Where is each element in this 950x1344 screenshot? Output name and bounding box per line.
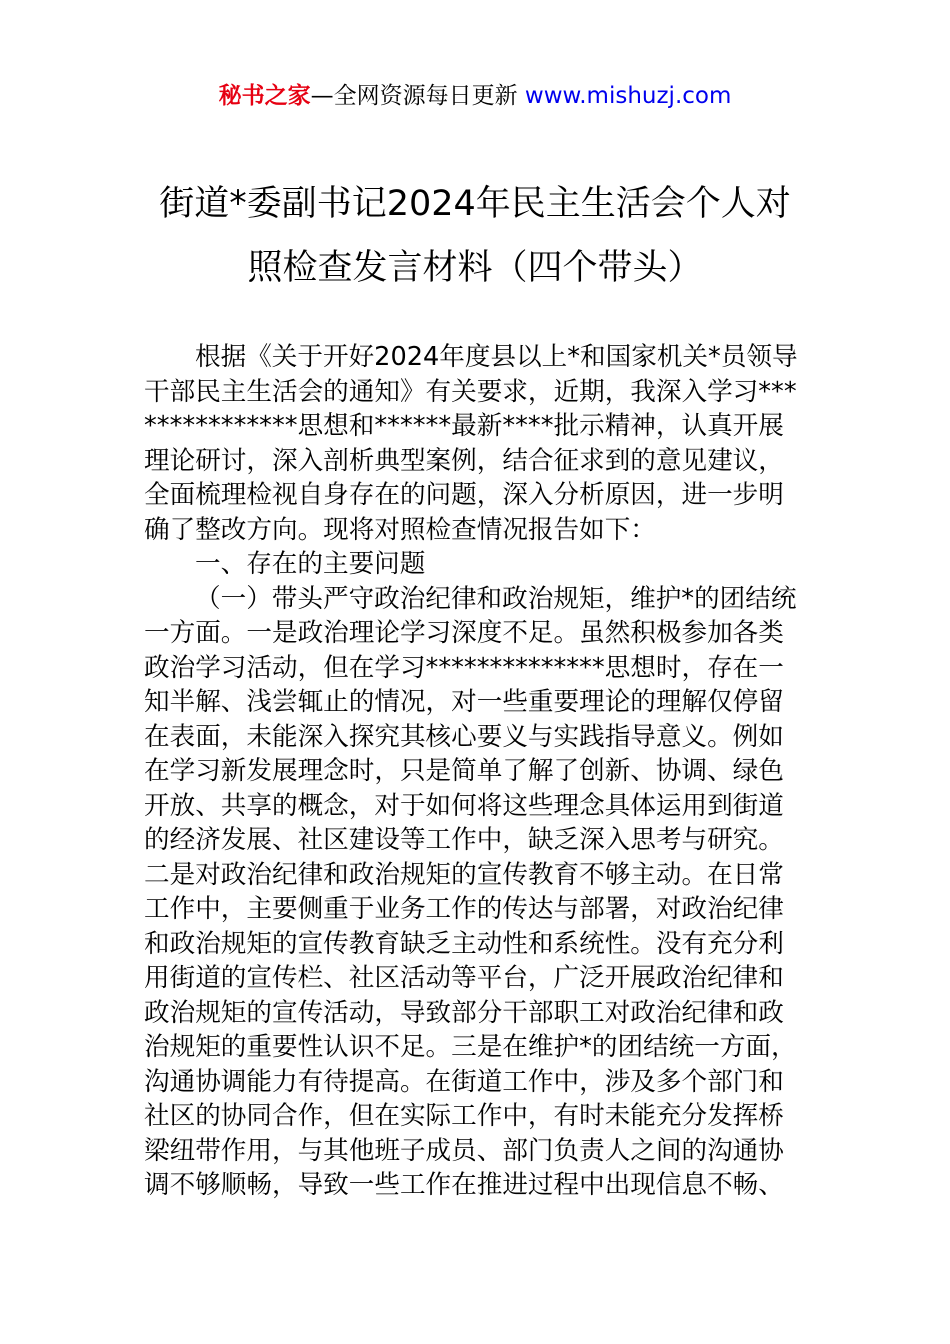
intro-paragraph: 根据《关于开好2024年度县以上*和国家机关*员领导干部民主生活会的通知》有关要求，近期，我深入学习***************思想和******最新****批示精神，认真开展理论研讨，深入剖析典型案例，结合征求到的意见建议，全面梳理检视自身存在的问题，深入分析原因，进一步明确了整改方向。现将对照检查情况报告如下： <box>144 342 798 545</box>
section-paragraph: （一）带头严守政治纪律和政治规矩，维护*的团结统一方面。一是政治理论学习深度不足。虽然积极参加各类政治学习活动，但在学习**************思想时，存在一知半解、浅尝辄止的情况，对一些重要理论的理解仅停留在表面，未能深入探究其核心要义与实践指导意义。例如在学习新发展理念时，只是简单了解了创新、协调、绿色开放、共享的概念，对于如何将这些理念具体运用到街道的经济发展、社区建设等工作中，缺乏深入思考与研究。二是对政治纪律和政治规矩的宣传教育不够主动。在日常工作中，主要侧重于业务工作的传达与部署，对政治纪律和政治规矩的宣传教育缺乏主动性和系统性。没有充分利用街道的宣传栏、社区活动等平台，广泛开展政治纪律和政治规矩的宣传活动，导致部分干部职工对政治纪律和政治规矩的重要性认识不足。三是在维护*的团结统一方面，沟通协调能力有待提高。在街道工作中，涉及多个部门和社区的协同合作，但在实际工作中，有时未能充分发挥桥梁纽带作用，与其他班子成员、部门负责人之间的沟通协调不够顺畅，导致一些工作在推进过程中出现信息不畅、 <box>144 583 797 1200</box>
brand-name: 秘书之家 <box>218 83 311 109</box>
document-title <box>100 172 850 300</box>
title-line-2: 照检查发言材料（四个带头） <box>247 248 703 288</box>
header-tagline: —全网资源每日更新 <box>310 83 525 109</box>
title-line-1: 街道*委副书记2024年民主生活会个人对 <box>159 184 791 224</box>
document-body <box>144 340 808 1203</box>
site-header <box>0 80 950 112</box>
site-url-link[interactable]: www.mishuzj.com <box>524 83 732 109</box>
section-heading: 一、存在的主要问题 <box>195 549 426 579</box>
